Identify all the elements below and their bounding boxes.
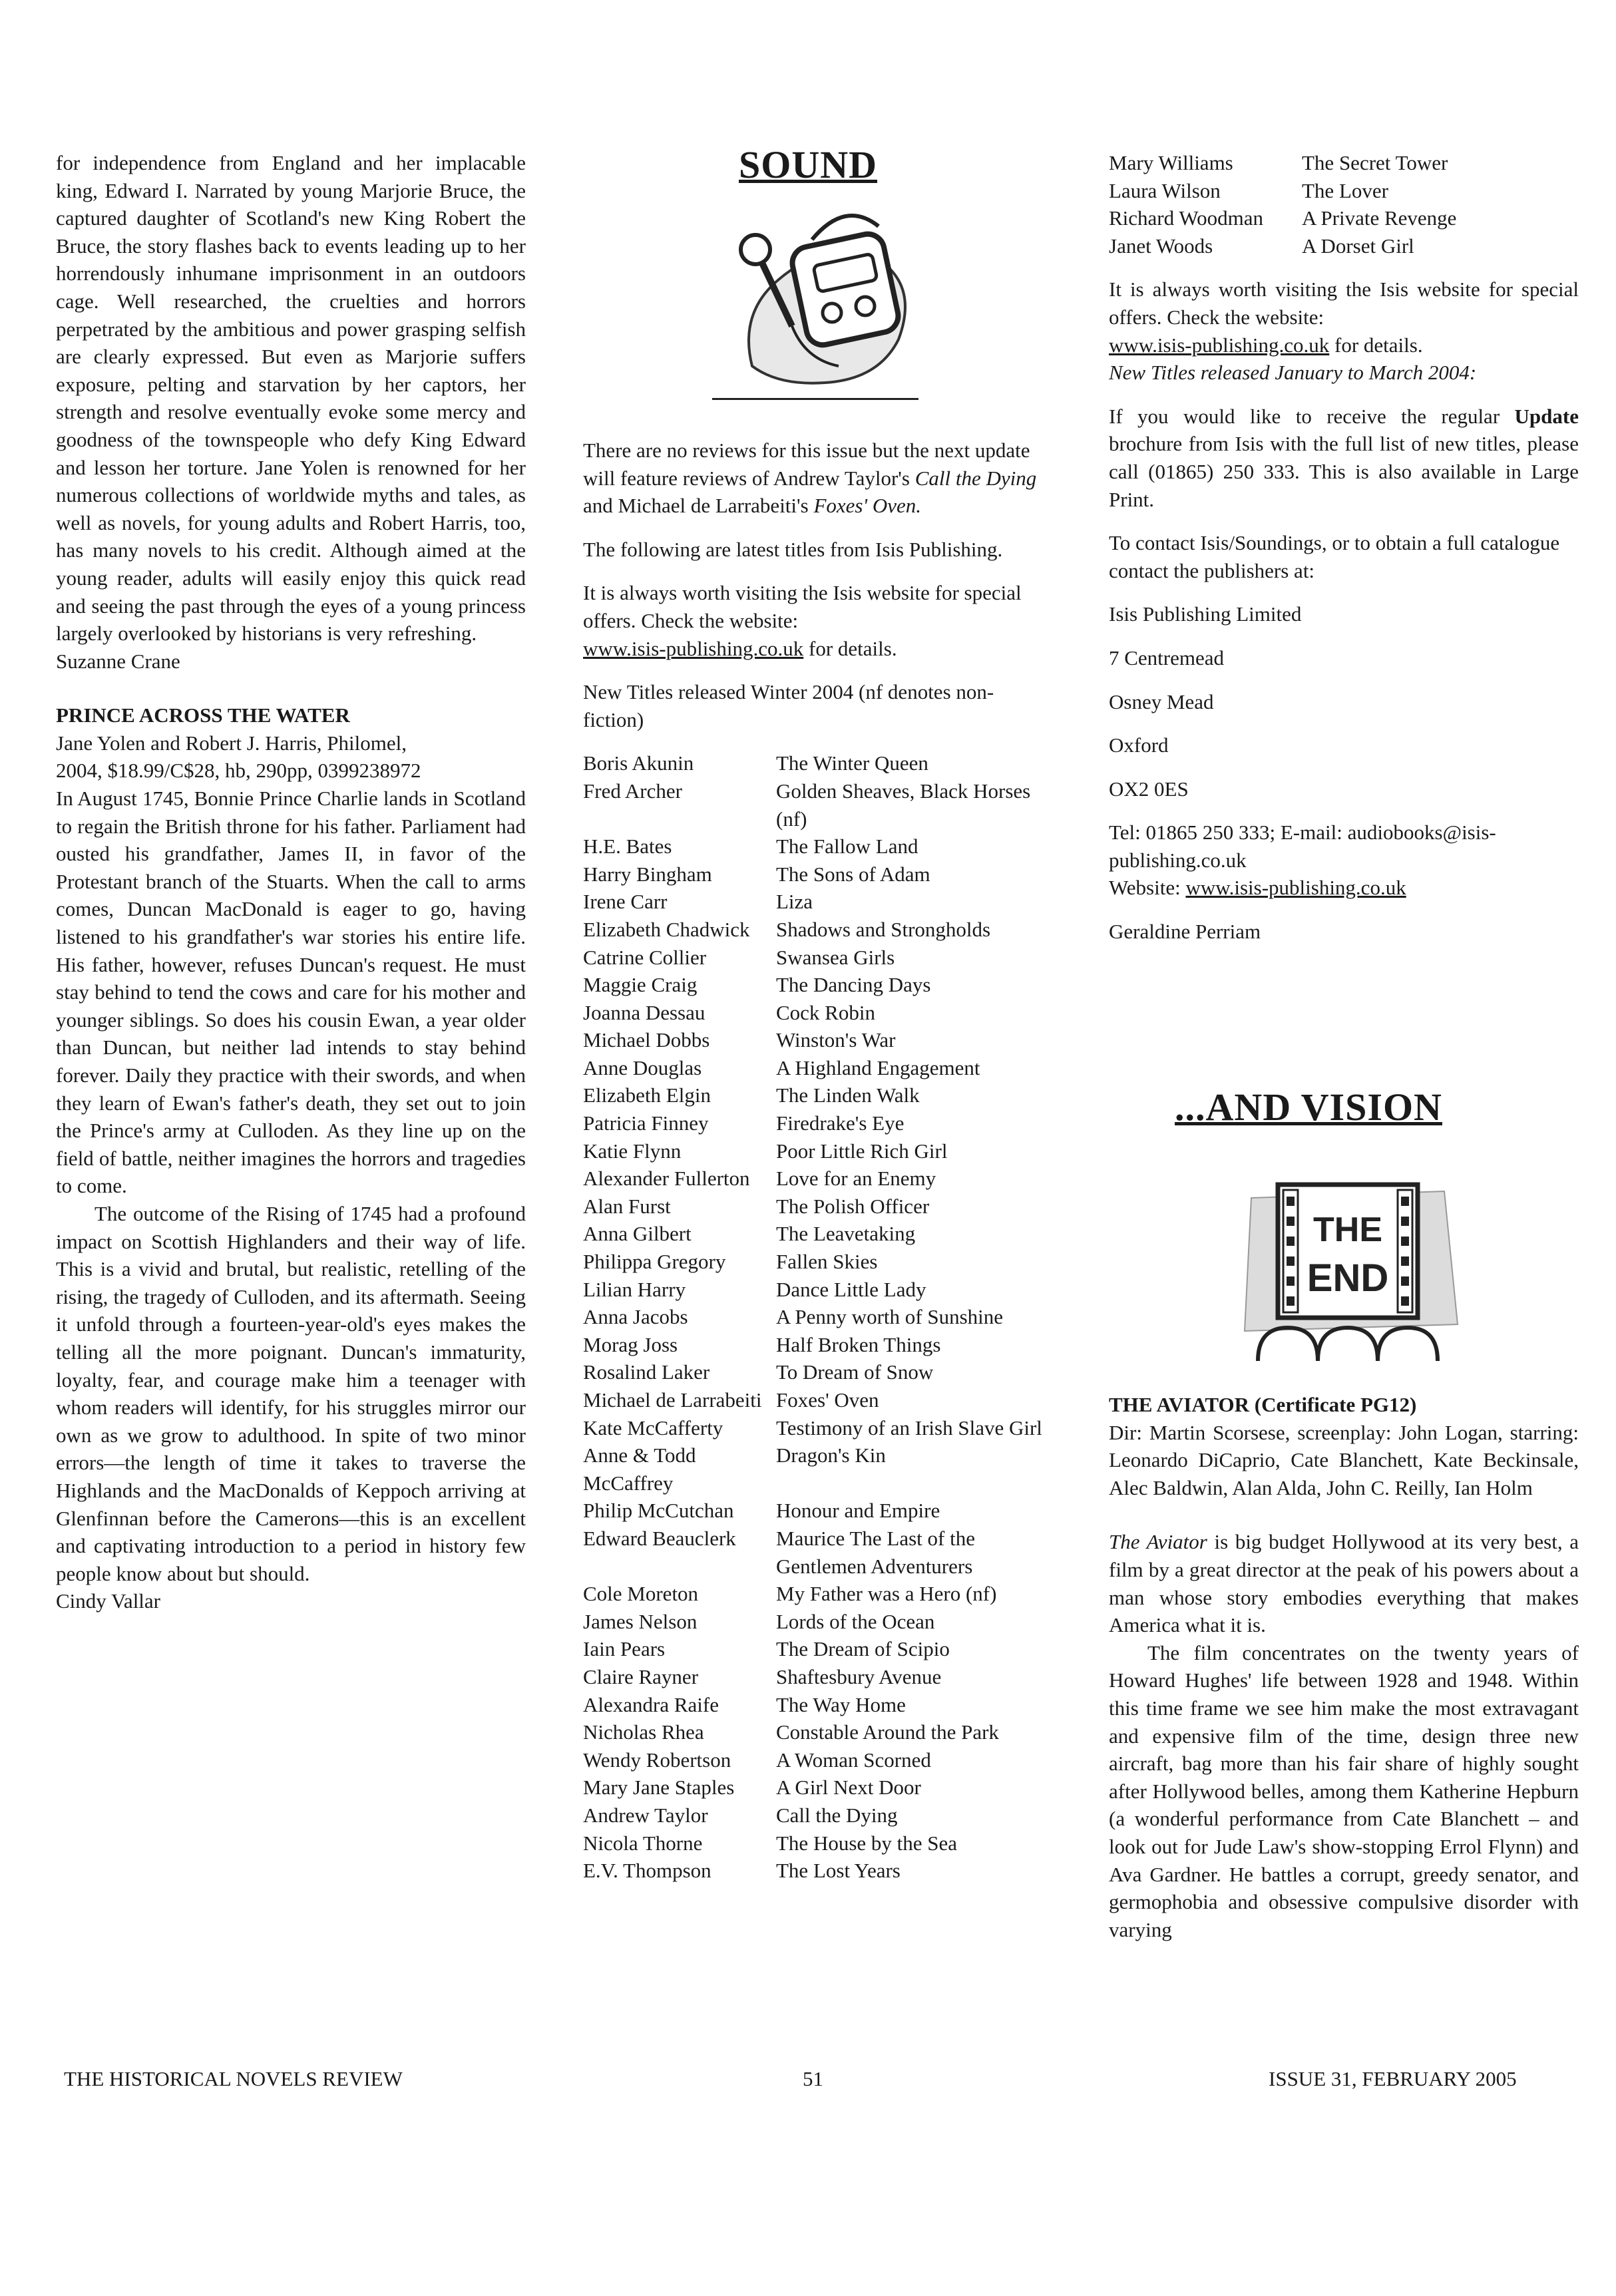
- review-meta: 2004, $18.99/C$28, hb, 290pp, 0399238972: [56, 759, 421, 783]
- sound-section: [583, 437, 1053, 1885]
- title-author: Maggie Craig: [583, 973, 698, 997]
- title-name: Shadows and Strongholds: [776, 917, 991, 941]
- reviewer-name: Cindy Vallar: [56, 1589, 160, 1613]
- title-row: [583, 1857, 1053, 1885]
- text-span: for details.: [1329, 333, 1423, 357]
- title-row: [583, 1193, 1053, 1221]
- bold-word: Update: [1514, 404, 1579, 428]
- website-link[interactable]: www.isis-publishing.co.uk: [583, 636, 804, 660]
- title-author: Edward Beauclerk: [583, 1526, 736, 1550]
- title-row: [583, 1608, 1053, 1636]
- title-row: [583, 1525, 1053, 1580]
- title-name: Call the Dying: [776, 1803, 898, 1827]
- title-name: The Lover: [1302, 178, 1388, 202]
- title-author: Cole Moreton: [583, 1582, 699, 1606]
- title-name: Testimony of an Irish Slave Girl: [776, 1416, 1042, 1439]
- title-row: [583, 1691, 1053, 1719]
- sound-paragraph: [583, 579, 1053, 662]
- address-line: 7 Centremead: [1109, 646, 1225, 670]
- title-name: Dragon's Kin: [776, 1443, 886, 1467]
- title-author: Harry Bingham: [583, 862, 712, 886]
- sound-paragraph: [583, 437, 1053, 520]
- title-author: H.E. Bates: [583, 835, 672, 859]
- title-author: Joanna Dessau: [583, 1000, 706, 1024]
- title-row: [1109, 177, 1579, 205]
- title-author: Mary Williams: [1109, 151, 1233, 174]
- title-name: The Polish Officer: [776, 1194, 930, 1218]
- title-name: The Lost Years: [776, 1859, 901, 1883]
- title-author: Michael de Larrabeiti: [583, 1388, 762, 1412]
- title-author: Morag Joss: [583, 1332, 678, 1356]
- title-author: Elizabeth Chadwick: [583, 917, 750, 941]
- title-row: [583, 1248, 1053, 1276]
- title-row: [583, 1386, 1053, 1414]
- title-row: [583, 749, 1053, 777]
- title-author: Rosalind Laker: [583, 1360, 710, 1384]
- title-row: [583, 1414, 1053, 1442]
- title-row: [583, 861, 1053, 888]
- title-name: Dance Little Lady: [776, 1277, 926, 1301]
- title-row: [1109, 149, 1579, 177]
- title-row: [583, 1663, 1053, 1691]
- title-author: Lilian Harry: [583, 1277, 686, 1301]
- title-author: Kate McCafferty: [583, 1416, 723, 1439]
- text-span: is big budget Hollywood at its very best, a film by a great director at the peak of his powers about a man whose story embodies everything that makes America what it is.: [1109, 1530, 1579, 1637]
- text-span: for details.: [803, 636, 897, 660]
- film-paragraph: The film concentrates on the twenty years of Howard Hughes' life between 1928 and 1948. Within this time frame we see him make the most extravagant and expensive film of the time, design three new aircraft, bag more than his fair share of highly sought after Hollywood belles, among them Katherine Hepburn (a wonderful performance from Cate Blanchett – and look out for Jude Law's show-stopping Errol Flynn) and Ava Gardner. He battles a corrupt, greedy senator, and germophobia and obsessive compulsive disorder with varying: [1109, 1640, 1579, 1941]
- column-right: [1109, 149, 1579, 946]
- text-span: There are no reviews for this issue but the next update will feature reviews of Andrew Taylor's: [583, 439, 1030, 490]
- title-row: [583, 1081, 1053, 1109]
- title-name: Poor Little Rich Girl: [776, 1139, 948, 1163]
- title-author: Richard Woodman: [1109, 206, 1263, 230]
- isis-paragraph: [1109, 276, 1579, 386]
- title-row: [583, 888, 1053, 916]
- title-author: Philippa Gregory: [583, 1250, 726, 1274]
- review-title: PRINCE ACROSS THE WATER: [56, 703, 350, 727]
- sound-title: SOUND: [739, 143, 878, 186]
- title-name: The Dancing Days: [776, 973, 931, 997]
- title-row: [583, 1580, 1053, 1608]
- title-row: [583, 1165, 1053, 1193]
- title-name: To Dream of Snow: [776, 1360, 934, 1384]
- sound-paragraph: New Titles released Winter 2004 (nf denotes non-fiction): [583, 680, 994, 731]
- address-line: Oxford: [1109, 733, 1169, 757]
- film-title: THE AVIATOR (Certificate PG12): [1109, 1393, 1417, 1416]
- title-author: Janet Woods: [1109, 234, 1213, 258]
- title-name: Winston's War: [776, 1028, 896, 1052]
- title-row: [583, 1303, 1053, 1331]
- title-author: Elizabeth Elgin: [583, 1083, 711, 1107]
- title-name: A Penny worth of Sunshine: [776, 1305, 1003, 1329]
- title-name: A Woman Scorned: [776, 1748, 931, 1772]
- radio-microphone-illustration: [725, 200, 925, 393]
- title-row: [583, 1026, 1053, 1054]
- title-name: Swansea Girls: [776, 945, 895, 969]
- title-author: Mary Jane Staples: [583, 1776, 735, 1800]
- titles-list: [583, 749, 1053, 1884]
- film-end-illustration: [1231, 1171, 1471, 1371]
- title-name: A Dorset Girl: [1302, 234, 1414, 258]
- sign-text-the: THE: [1313, 1211, 1382, 1249]
- sound-paragraph: The following are latest titles from Isis Publishing.: [583, 537, 1003, 561]
- address-line: Isis Publishing Limited: [1109, 602, 1302, 626]
- footer-issue: ISSUE 31, FEBRUARY 2005: [1269, 2067, 1517, 2090]
- title-name: My Father was a Hero (nf): [776, 1582, 997, 1606]
- contact-line: [1109, 874, 1579, 902]
- signoff: Geraldine Perriam: [1109, 920, 1261, 944]
- sign-text-end: END: [1307, 1256, 1389, 1300]
- title-author: Catrine Collier: [583, 945, 707, 969]
- footer-page-number: 51: [803, 2067, 823, 2090]
- address-line: OX2 0ES: [1109, 777, 1189, 801]
- title-name: A Highland Engagement: [776, 1055, 980, 1079]
- title-name: A Girl Next Door: [776, 1776, 921, 1800]
- review-paragraph: The outcome of the Rising of 1745 had a profound impact on Scottish Highlanders and their way of life. This is a vivid and brutal, but realistic, retelling of the rising, the tragedy of Culloden, and its aftermath. Seeing it unfold through a fourteen-year-old's eyes makes the telling all the more poignant. Duncan's immaturity, loyalty, fear, and courage make him a teenager with whom readers will identify, for his struggles mirror our own as we grow to adulthood. In spite of two minor errors—the length of time it takes to traverse the Highlands and the MacDonalds of Keppoch arriving at Glenfinnan before the Camerons—this is an excellent and captivating introduction to a period in history few people know about but should.: [56, 1201, 526, 1585]
- isis-paragraph: [1109, 403, 1579, 513]
- column-left: [56, 149, 526, 1615]
- title-author: Anna Jacobs: [583, 1305, 688, 1329]
- address-line: Osney Mead: [1109, 689, 1214, 713]
- title-name: Golden Sheaves, Black Horses (nf): [776, 779, 1031, 831]
- title-name: Shaftesbury Avenue: [776, 1664, 942, 1688]
- title-name: Cock Robin: [776, 1000, 875, 1024]
- title-name: Firedrake's Eye: [776, 1111, 905, 1135]
- review-paragraph: In August 1745, Bonnie Prince Charlie lands in Scotland to regain the British throne for his father. Parliament had ousted his grandfather, James II, in favor of the Protestant branch of the Stuarts. When the call to arms comes, Duncan MacDonald is eager to go, having listened to his grandfather's war stories his entire life. His father, however, refuses Duncan's request. He must stay behind to tend the cows and care for his mother and younger siblings. So does his cousin Ewan, a year older than Duncan, but neither lad intends to stay behind forever. Daily they practice with their swords, and when they learn of Ewan's father's death, they set out to join the Prince's army at Culloden. As they line up on the field of battle, neither imagines the horrors and tragedies to come.: [56, 787, 526, 1198]
- title-author: Nicholas Rhea: [583, 1720, 704, 1744]
- book-title: Foxes' Oven.: [813, 494, 921, 518]
- title-author: Fred Archer: [583, 779, 682, 803]
- title-row: [583, 971, 1053, 999]
- title-row: [583, 1774, 1053, 1802]
- title-row: [583, 999, 1053, 1027]
- title-row: [583, 1054, 1053, 1082]
- title-author: Patricia Finney: [583, 1111, 709, 1135]
- title-author: Katie Flynn: [583, 1139, 682, 1163]
- title-row: [583, 1276, 1053, 1304]
- title-row: [583, 1137, 1053, 1165]
- film-meta: Dir: Martin Scorsese, screenplay: John Logan, starring: Leonardo DiCaprio, Cate Blanchett, Kate Beckinsale, Alec Baldwin, Alan Alda, John C. Reilly, Ian Holm: [1109, 1420, 1579, 1499]
- text-span: brochure from Isis with the full list of new titles, please call (01865) 250 333. This is also available in Large Print.: [1109, 432, 1579, 511]
- isis-paragraph: To contact Isis/Soundings, or to obtain a full catalogue contact the publishers at:: [1109, 531, 1560, 582]
- title-name: Lords of the Ocean: [776, 1609, 935, 1633]
- title-author: Wendy Robertson: [583, 1748, 731, 1772]
- title-name: Honour and Empire: [776, 1499, 940, 1523]
- title-name: Maurice The Last of the Gentlemen Adventurers: [776, 1526, 975, 1578]
- title-author: Alexander Fullerton: [583, 1167, 750, 1191]
- website-link[interactable]: www.isis-publishing.co.uk: [1185, 876, 1406, 900]
- title-author: Nicola Thorne: [583, 1831, 703, 1855]
- book-title: Call the Dying: [914, 466, 1037, 490]
- title-row: [583, 916, 1053, 944]
- title-author: Irene Carr: [583, 890, 668, 914]
- title-name: Constable Around the Park: [776, 1720, 999, 1744]
- title-name: Fallen Skies: [776, 1250, 878, 1274]
- title-author: Laura Wilson: [1109, 178, 1221, 202]
- title-author: Anna Gilbert: [583, 1222, 692, 1246]
- title-author: Iain Pears: [583, 1637, 666, 1661]
- footer-publication: THE HISTORICAL NOVELS REVIEW: [64, 2067, 403, 2090]
- title-row: [583, 1331, 1053, 1359]
- review-meta: Jane Yolen and Robert J. Harris, Philomel,: [56, 731, 407, 755]
- text-span: It is always worth visiting the Isis website for special offers. Check the website:: [1109, 278, 1579, 329]
- title-name: Half Broken Things: [776, 1332, 941, 1356]
- title-author: James Nelson: [583, 1609, 698, 1633]
- title-name: The Secret Tower: [1302, 151, 1448, 174]
- title-name: Liza: [776, 890, 813, 914]
- title-author: Alan Furst: [583, 1194, 671, 1218]
- title-row: [583, 1635, 1053, 1663]
- text-span: If you would like to receive the regular: [1109, 404, 1515, 428]
- title-row: [583, 944, 1053, 972]
- italic-note: New Titles released January to March 2004:: [1109, 361, 1477, 385]
- title-author: Anne & Todd McCaffrey: [583, 1443, 696, 1495]
- title-row: [583, 1220, 1053, 1248]
- title-row: [583, 1802, 1053, 1829]
- titles-list: [1109, 149, 1579, 260]
- title-name: Foxes' Oven: [776, 1388, 879, 1412]
- title-author: Michael Dobbs: [583, 1028, 710, 1052]
- reviewer-name: Suzanne Crane: [56, 649, 180, 673]
- title-author: Boris Akunin: [583, 751, 694, 775]
- text-span: Website:: [1109, 876, 1186, 900]
- title-row: [583, 1718, 1053, 1746]
- title-row: [583, 1109, 1053, 1137]
- title-row: [583, 777, 1053, 833]
- title-row: [583, 1746, 1053, 1774]
- review-paragraph: for independence from England and her implacable king, Edward I. Narrated by young Marjorie Bruce, the captured daughter of Scotland's new King Robert the Bruce, the story flashes back to events leading up to her horrendously inhumane imprisonment in an outdoors cage. Well researched, the cruelties and horrors perpetrated by the ambitious and power grasping selfish are clearly expressed. But even as Marjorie suffers exposure, pelting and starvation by her captors, her strength and resolve eventually evoke some mercy and goodness of the townspeople who defy King Edward and lesson her torture. Jane Yolen is renowned for her numerous collections of worldwide myths and tales, as well as novels, for young adults and Robert Harris, too, has many novels to his credit. Although aimed at the young reader, adults will easily enjoy this quick read and seeing the past through the eyes of a young princess largely overlooked by historians is very refreshing.: [56, 151, 526, 646]
- title-row: [583, 1497, 1053, 1525]
- title-name: The Leavetaking: [776, 1222, 916, 1246]
- title-author: E.V. Thompson: [583, 1859, 711, 1883]
- title-author: Anne Douglas: [583, 1055, 702, 1079]
- title-name: The Dream of Scipio: [776, 1637, 950, 1661]
- title-row: [583, 1829, 1053, 1857]
- title-author: Claire Rayner: [583, 1664, 699, 1688]
- title-author: Andrew Taylor: [583, 1803, 708, 1827]
- title-row: [1109, 232, 1579, 260]
- title-name: A Private Revenge: [1302, 206, 1457, 230]
- title-row: [583, 1358, 1053, 1386]
- title-name: The Linden Walk: [776, 1083, 920, 1107]
- section-divider: [712, 398, 918, 400]
- title-name: The Fallow Land: [776, 835, 918, 859]
- aviator-review: [1109, 1391, 1579, 1943]
- website-link[interactable]: www.isis-publishing.co.uk: [1109, 333, 1330, 357]
- contact-line: Tel: 01865 250 333; E-mail: audiobooks@isis-publishing.co.uk: [1109, 821, 1496, 872]
- title-name: The Winter Queen: [776, 751, 928, 775]
- title-row: [1109, 204, 1579, 232]
- title-row: [583, 833, 1053, 861]
- title-name: The Sons of Adam: [776, 862, 930, 886]
- title-name: Love for an Enemy: [776, 1167, 936, 1191]
- title-name: The House by the Sea: [776, 1831, 958, 1855]
- film-name: The Aviator: [1109, 1530, 1207, 1554]
- title-row: [583, 1441, 1053, 1497]
- title-author: Philip McCutchan: [583, 1499, 734, 1523]
- title-author: Alexandra Raife: [583, 1692, 719, 1716]
- title-name: The Way Home: [776, 1692, 906, 1716]
- vision-title: ...AND VISION: [1175, 1085, 1442, 1129]
- text-span: and Michael de Larrabeiti's: [583, 494, 814, 518]
- film-paragraph: [1109, 1528, 1579, 1638]
- text-span: It is always worth visiting the Isis website for special offers. Check the website:: [583, 581, 1022, 632]
